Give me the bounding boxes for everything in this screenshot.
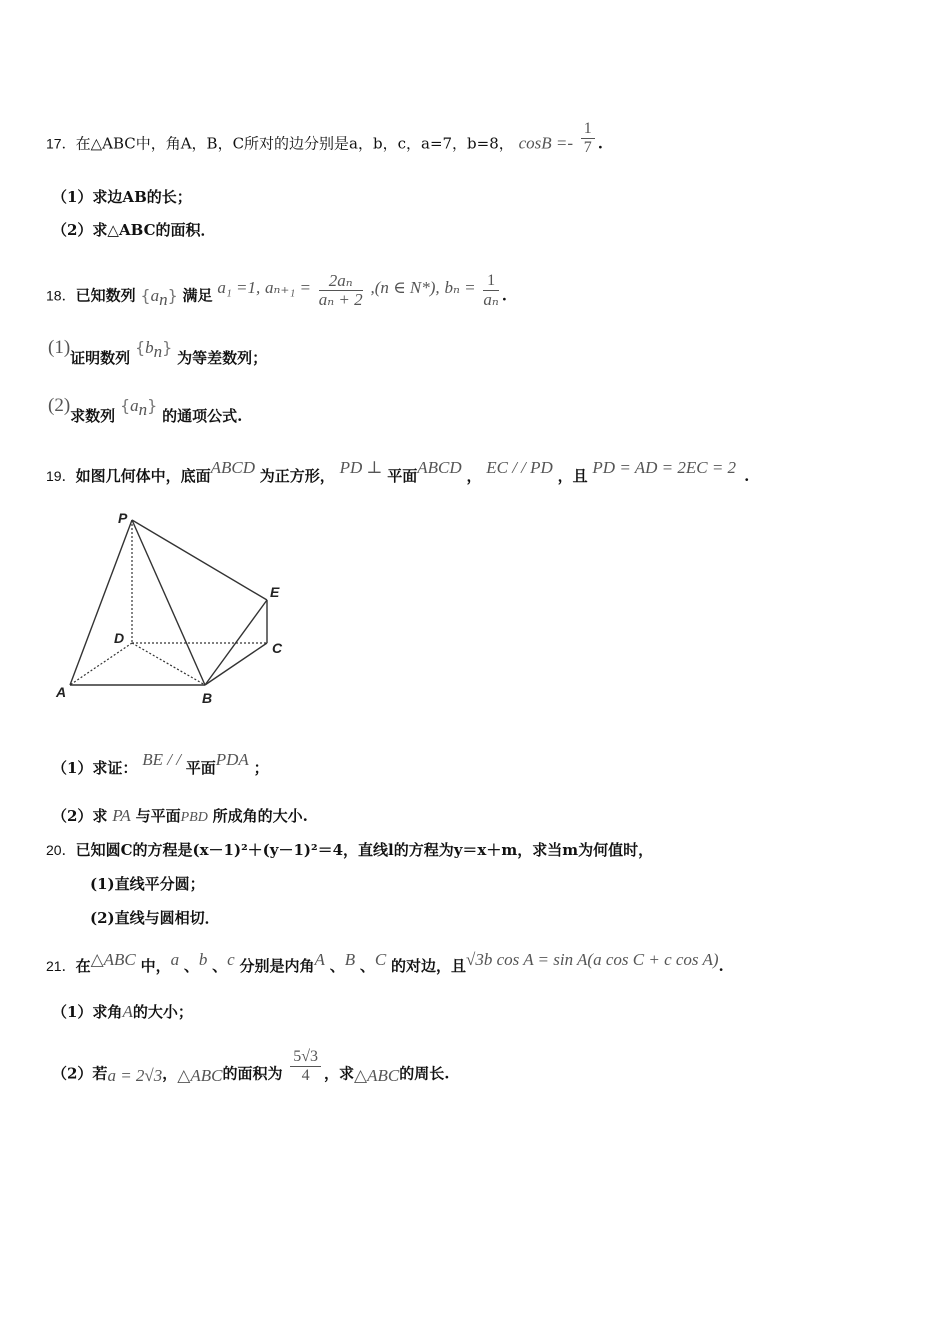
q19-t3: 平面: [387, 467, 418, 485]
q20-stem: [46, 840, 653, 860]
q21-end: .: [718, 957, 724, 975]
q18-text2: 满足: [182, 286, 213, 305]
q20-number: 20．: [46, 842, 76, 858]
q21-eq: √3b cos A = sin A(a cos C + c cos A): [466, 950, 719, 969]
q21-part2-c: 的面积为: [222, 1064, 283, 1083]
q17-text: 在△ABC中，角A，B，C所对的边分别是a，b，c，a=7，b=8，: [75, 134, 514, 153]
edge-BC: [205, 643, 267, 685]
q18-cond: ,(n ∈ N*),: [370, 277, 440, 297]
q21-part2-b: ，: [162, 1064, 178, 1083]
label-E: E: [270, 584, 280, 600]
q21-part2-a: （2）若: [52, 1064, 108, 1083]
q19-m5: PD = AD = 2EC = 2: [592, 458, 737, 477]
q21-part2-e: 的周长.: [399, 1064, 450, 1083]
q21-t2: 中，: [140, 957, 171, 975]
q21-m1: △ABC: [90, 950, 136, 969]
q18-end: .: [501, 286, 507, 305]
q18-part2-b: 的通项公式.: [162, 407, 243, 425]
q21-part2-m: a = 2√3: [107, 1065, 163, 1085]
q20-part2: (2)直线与圆相切．: [90, 909, 220, 927]
label-D: D: [114, 630, 125, 646]
q18-rec-frac: [319, 272, 363, 309]
q18-part1-b: 为等差数列；: [177, 349, 268, 367]
q20-part1: (1)直线平分圆；: [90, 875, 205, 893]
q19-part2-m: PA: [112, 806, 131, 825]
q21-sep2: 、: [212, 957, 228, 975]
q21-part1-a: （1）求角: [52, 1003, 123, 1021]
q18-a1: a₁ =1,: [217, 277, 261, 297]
q18-text1: 已知数列: [75, 286, 136, 305]
q21-sep4: 、: [359, 957, 375, 975]
q21-mA: A: [314, 950, 325, 969]
q19-end: .: [744, 467, 750, 485]
q19-part2-c: 所成角的大小.: [212, 807, 308, 825]
q17-frac-num: 1: [581, 120, 595, 139]
q18-part2-num: (2): [48, 395, 71, 416]
q21-part1-b: 的大小；: [132, 1003, 193, 1021]
q17-part1: （1）求边AB的长；: [52, 188, 192, 206]
q21-part1: [52, 1002, 193, 1022]
q17-part2: （2）求△ABC的面积．: [52, 221, 216, 239]
q21-mc: c: [227, 950, 235, 969]
q21-part2-m3: △ABC: [354, 1065, 400, 1085]
q18-b-num: 1: [483, 272, 498, 291]
q17-stem: [46, 120, 604, 163]
q21-part2-m2: △ABC: [177, 1065, 223, 1085]
q18-rec-den: aₙ + 2: [318, 290, 363, 309]
q19-stem: [46, 458, 750, 485]
q18-stem: [46, 271, 507, 315]
q19-part1-a: （1）求证：: [52, 759, 138, 777]
q18-b-den: aₙ: [483, 290, 499, 309]
q18-part2-a: 求数列: [70, 407, 116, 425]
q19-part2-a: （2）求: [52, 807, 108, 825]
q21-stem: [46, 950, 724, 975]
q19-part2: [52, 806, 308, 828]
q18-rec-num: 2aₙ: [319, 272, 363, 291]
label-P: P: [118, 510, 128, 526]
edge-DA: [70, 643, 132, 685]
q18-rec-lhs: aₙ₊₁ =: [265, 277, 311, 297]
q19-part2-m2: PBD: [180, 810, 208, 825]
q19-t5: ，且: [557, 467, 588, 485]
q21-number: 21．: [46, 958, 76, 974]
q17-fraction: [581, 120, 595, 157]
q18-part1-num: (1): [48, 337, 71, 358]
q18-part1-a: 证明数列: [70, 349, 131, 367]
q21-area-den: 4: [301, 1067, 310, 1084]
q21-area-num: 5√3: [290, 1048, 321, 1067]
q19-part1-m: BE / /: [142, 750, 181, 769]
q18-part1: [48, 337, 268, 367]
q21-t4: 的对边，且: [391, 957, 467, 975]
q20-text: 已知圆C的方程是(x－1)²＋(y－1)²＝4，直线l的方程为y＝x＋m，求当m为何值时，: [75, 841, 654, 859]
q21-mb: b: [198, 950, 208, 969]
q18-part2: [48, 395, 243, 425]
q19-t1: 如图几何体中，底面: [75, 467, 211, 485]
edge-PB: [132, 520, 205, 685]
q18-b-frac: [483, 272, 498, 309]
q19-m4: EC / / PD: [486, 458, 553, 477]
q19-number: 19．: [46, 468, 76, 484]
edge-PA: [70, 520, 132, 685]
q17-math-cosB: cosB =-: [518, 133, 573, 153]
q21-sep1: 、: [183, 957, 199, 975]
q19-m3: ABCD: [417, 458, 462, 477]
q21-sep3: 、: [329, 957, 345, 975]
q18-b-lhs: bₙ =: [444, 277, 476, 297]
q17-frac-den: 7: [583, 139, 592, 156]
q19-m1: ABCD: [210, 458, 255, 477]
q17-end: .: [597, 134, 604, 153]
label-B: B: [202, 690, 213, 706]
q17-number: 17．: [46, 135, 76, 152]
q19-part1-c: ；: [253, 759, 269, 777]
q21-area-frac: [290, 1048, 321, 1085]
q19-part2-b: 与平面: [135, 807, 181, 825]
q21-ma: a: [170, 950, 180, 969]
q18-part1-seq: $\{b_n\}$: [134, 338, 173, 362]
q18-seq-a: $\{a_n\}$: [140, 285, 178, 309]
q21-mB: B: [344, 950, 356, 969]
q19-part1: [52, 750, 269, 777]
edge-PE: [132, 520, 267, 600]
q18-number: 18．: [46, 287, 76, 304]
label-A: A: [56, 684, 67, 700]
q21-mC: C: [374, 950, 387, 969]
q19-figure: [50, 505, 300, 710]
edge-DB: [132, 643, 205, 685]
label-C: C: [272, 640, 283, 656]
q21-t3: 分别是内角: [239, 957, 315, 975]
q19-t2: 为正方形，: [259, 467, 335, 485]
q19-part1-b: 平面: [185, 759, 216, 777]
q18-part2-seq: $\{a_n\}$: [119, 396, 158, 420]
q21-part2-d: ，求: [324, 1064, 355, 1083]
q19-t4: ，: [466, 467, 482, 485]
q19-part1-m2: PDA: [215, 750, 249, 769]
q21-part2: [52, 1048, 450, 1093]
q21-t1: 在: [75, 957, 91, 975]
q21-part1-m: A: [122, 1002, 133, 1021]
q19-m2: PD ⊥: [339, 458, 383, 477]
